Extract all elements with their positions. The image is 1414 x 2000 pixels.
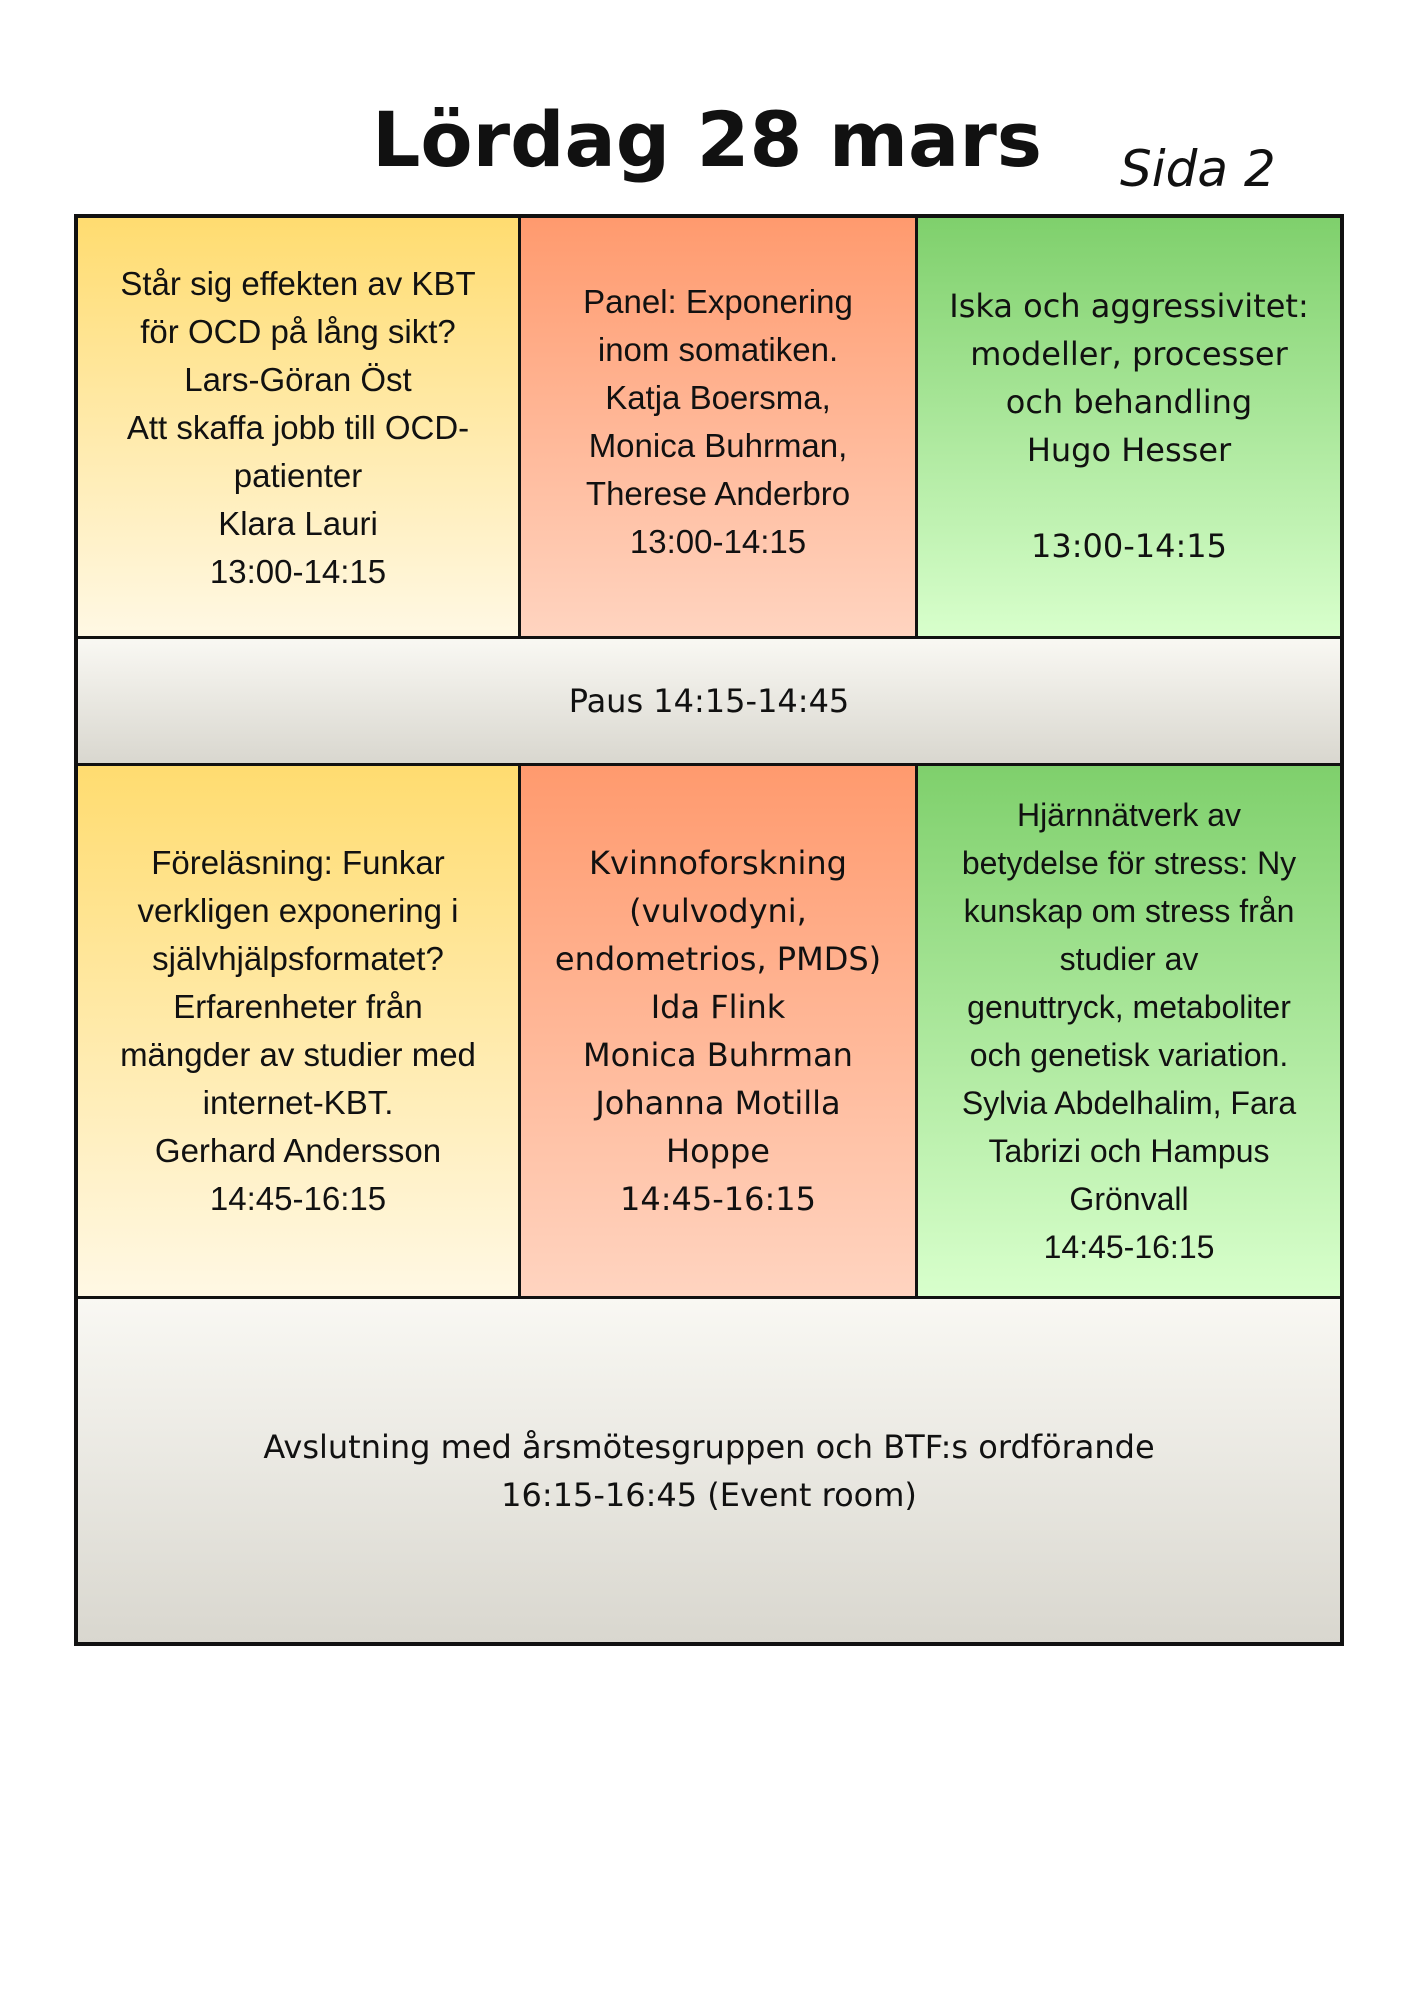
session2-col2 bbox=[521, 766, 915, 1296]
talk-speaker: Sylvia Abdelhalim, Fara bbox=[961, 1085, 1297, 1121]
session-time: 13:00-14:15 bbox=[209, 553, 387, 590]
panel-speaker: Therese Anderbro bbox=[585, 475, 851, 512]
talk-title-line: betydelse för stress: Ny bbox=[961, 845, 1297, 881]
talk-speaker: Grönvall bbox=[1069, 1181, 1189, 1217]
session2-col3 bbox=[918, 766, 1340, 1296]
talk2-speaker: Klara Lauri bbox=[218, 505, 378, 542]
talk-title-line: självhjälpsformatet? bbox=[152, 940, 444, 977]
talk1-speaker: Lars-Göran Öst bbox=[184, 361, 412, 398]
divider bbox=[518, 763, 521, 1299]
divider bbox=[915, 218, 918, 639]
talk-title-line: Föreläsning: Funkar bbox=[151, 844, 445, 881]
session1-col1 bbox=[78, 218, 518, 636]
talk1-title-line: Står sig effekten av KBT bbox=[120, 265, 476, 302]
talk-title-line: Iska och aggressivitet: bbox=[949, 287, 1309, 325]
talk-speaker: Tabrizi och Hampus bbox=[988, 1133, 1270, 1169]
panel-title-line: inom somatiken. bbox=[597, 331, 839, 368]
session-time: 14:45-16:15 bbox=[1043, 1229, 1215, 1265]
session-time: 13:00-14:15 bbox=[629, 523, 807, 560]
talk-title-line: modeller, processer bbox=[970, 335, 1288, 373]
talk-title-line: och genetisk variation. bbox=[969, 1037, 1289, 1073]
talk-speaker: Hugo Hesser bbox=[1026, 431, 1232, 469]
panel-speaker: Katja Boersma, bbox=[605, 379, 831, 416]
break-label: Paus 14:15-14:45 bbox=[568, 682, 850, 720]
talk2-title-line: Att skaffa jobb till OCD- bbox=[126, 409, 470, 446]
session-time: 14:45-16:15 bbox=[209, 1180, 387, 1217]
talk-title-line: och behandling bbox=[1005, 383, 1253, 421]
talk-speaker: Johanna Motilla bbox=[595, 1084, 841, 1122]
talk-title-line: genuttryck, metaboliter bbox=[967, 989, 1291, 1025]
closing-time: 16:15-16:45 (Event room) bbox=[501, 1475, 917, 1514]
divider bbox=[78, 636, 1340, 639]
divider bbox=[915, 763, 918, 1299]
session2-col1 bbox=[78, 766, 518, 1296]
talk-speaker: Monica Buhrman bbox=[583, 1036, 853, 1074]
talk-title-line: verkligen exponering i bbox=[137, 892, 459, 929]
talk-title-line: Kvinnoforskning bbox=[589, 844, 847, 882]
session1-col2 bbox=[521, 218, 915, 636]
panel-title-line: Panel: Exponering bbox=[583, 283, 853, 320]
talk-title-line: kunskap om stress från bbox=[963, 893, 1295, 929]
page-number: Sida 2 bbox=[1120, 140, 1276, 198]
talk-title-line: mängder av studier med bbox=[120, 1036, 476, 1073]
talk-title-line: Hjärnnätverk av bbox=[1016, 797, 1242, 833]
talk1-title-line: för OCD på lång sikt? bbox=[140, 313, 456, 350]
talk-title-line: studier av bbox=[1059, 941, 1199, 977]
session1-col3 bbox=[918, 218, 1340, 636]
talk-speaker: Gerhard Andersson bbox=[154, 1132, 442, 1169]
closing-row bbox=[78, 1299, 1340, 1642]
closing-line: Avslutning med årsmötesgruppen och BTF:s ordförande bbox=[263, 1427, 1155, 1466]
talk-title-line: endometrios, PMDS) bbox=[554, 940, 882, 978]
divider bbox=[518, 218, 521, 639]
break-row bbox=[78, 639, 1340, 763]
talk-title-line: internet-KBT. bbox=[202, 1084, 394, 1121]
session-time: 14:45-16:15 bbox=[620, 1180, 816, 1218]
panel-speaker: Monica Buhrman, bbox=[588, 427, 848, 464]
schedule-grid bbox=[74, 214, 1344, 1646]
divider bbox=[78, 1296, 1340, 1299]
page-title: Lördag 28 mars bbox=[371, 95, 1043, 184]
talk-speaker: Hoppe bbox=[666, 1132, 770, 1170]
talk-speaker: Ida Flink bbox=[650, 988, 786, 1026]
talk2-title-line: patienter bbox=[233, 457, 363, 494]
talk-title-line: (vulvodyni, bbox=[629, 892, 807, 930]
talk-title-line: Erfarenheter från bbox=[173, 988, 423, 1025]
divider bbox=[78, 763, 1340, 766]
session-time: 13:00-14:15 bbox=[1031, 527, 1227, 565]
